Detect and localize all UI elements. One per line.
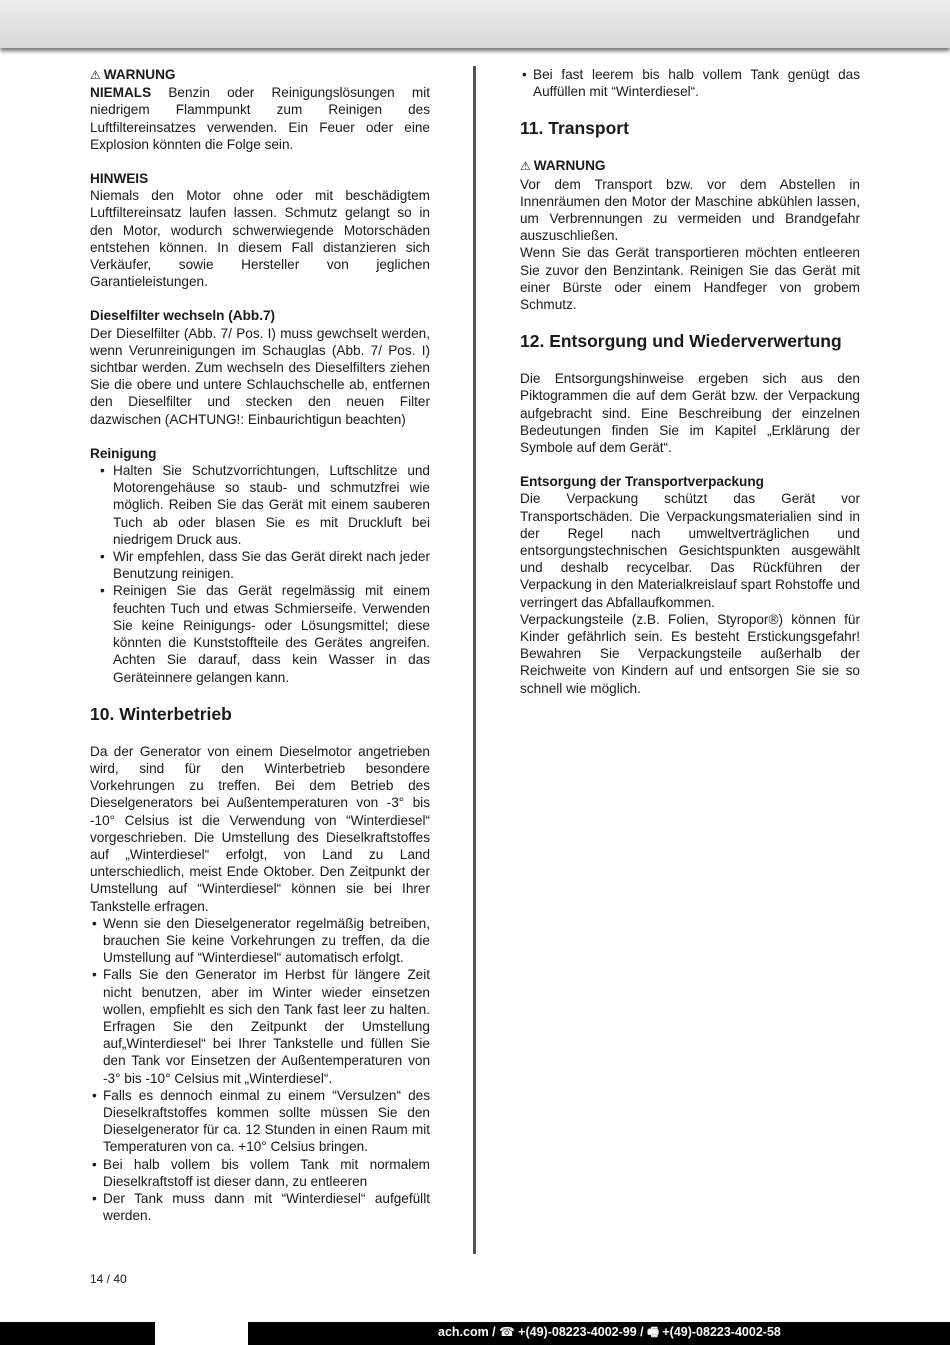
warning-title: WARNUNG: [103, 67, 176, 82]
warning-triangle-icon: ⚠: [90, 68, 101, 82]
list-item: • Wenn sie den Dieselgenerator regelmäßig betreiben, brauchen Sie keine Vorkehrungen zu treffen, da die Umstellung auf “Winterdiesel“ automatisch erfolgt.: [90, 915, 430, 967]
warning-text: Vor dem Transport bzw. vor dem Abstellen in Innenräumen den Motor der Maschine abkühlen lassen, um Verbrennungen zu vermeiden und Brandgefahr auszuschließen.: [520, 176, 860, 244]
hinweis-title: HINWEIS: [90, 171, 149, 187]
reinigung-title: Reinigung: [90, 445, 157, 461]
section-entsorgung: [520, 330, 860, 697]
section-transport: [520, 117, 860, 313]
hinweis-text: Niemals den Motor ohne oder mit beschädigtem Luftfiltereinsatz laufen lassen. Schmutz gelangt so in den Motor, wodurch schwerwiegende Motorschäden entstehen können. In diesem Fall distanzieren sich Verkäufer, sowie Hersteller von jeglichen Garantieleistungen.: [90, 188, 430, 290]
dieselfilter-block: [90, 307, 430, 427]
entsorgung-intro: Die Entsorgungshinweise ergeben sich aus den Piktogrammen die auf dem Gerät bzw. der Verpackung aufgebracht sind. Eine Beschreibung der einzelnen Bedeutungen finden Sie im Kapitel „Erklärung der Symbole auf dem Gerät“.: [520, 371, 860, 456]
list-item: • Der Tank muss dann mit “Winterdiesel“ aufgefüllt werden.: [90, 1190, 430, 1224]
list-item: • Bei halb vollem bis vollem Tank mit normalem Dieselkraftstoff ist dieser dann, zu entleeren: [90, 1156, 430, 1190]
footer-contact: ach.com / ☎ +(49)-08223-4002-99 / 🖷 +(49)-08223-4002-58: [438, 1325, 781, 1339]
winterbetrieb-list: [90, 915, 430, 1225]
footer-gap: [155, 1322, 248, 1345]
warning-text: Benzin oder Reinigungslösungen mit niedrigem Flammpunkt zum Reinigen des Luftfiltereinsatzes verwenden. Ein Feuer oder eine Explosion könnten die Folge sein.: [90, 85, 430, 152]
warning-block: [90, 66, 430, 153]
column-divider: [473, 66, 476, 1254]
dieselfilter-text: Der Dieselfilter (Abb. 7/ Pos. I) muss gewchselt werden, wenn Verunreinigungen im Schauglas (Abb. 7/ Pos. I) sichtbar werden. Zum wechseln des Dieselfilters ziehen Sie die obere und untere Schlauchschelle ab, entfernen den Dieselfilter und stecken den neuen Filter dazwischen (ACHTUNG!: Einbaurichtigun beachten): [90, 325, 430, 427]
list-item: • Halten Sie Schutzvorrichtungen, Luftschlitze und Motorengehäuse so staub- und schmutzfrei wie möglich. Reiben Sie das Gerät mit einem sauberen Tuch ab oder blasen Sie es mit Druckluft bei niedrigem Druck aus.: [90, 462, 430, 548]
section-intro: Da der Generator von einem Dieselmotor angetrieben wird, sind für den Winterbetrieb besondere Vorkehrungen zu treffen. Bei dem Betrieb des Dieselgenerators bei Außentemperaturen von -3° bis -10° Celsius ist die Verwendung von “Winterdiesel“ vorgeschrieben. Die Umstellung des Dieselkraftstoffes auf „Winterdiesel“ erfolgt, von Land zu Land unterschiedlich, meist Ende Oktober. Den Zeitpunkt der Umstellung auf “Winterdiesel“ können sie bei Ihrer Tankstelle erfragen.: [90, 743, 430, 914]
warning-triangle-icon: ⚠: [520, 159, 531, 174]
hinweis-block: [90, 170, 430, 290]
warning-lead: NIEMALS: [90, 85, 152, 101]
header-band: [0, 0, 950, 48]
subsection-title: Entsorgung der Transportverpackung: [520, 474, 764, 490]
section-title: 10. Winterbetrieb: [90, 703, 232, 724]
list-item: • Falls Sie den Generator im Herbst für längere Zeit nicht benutzen, aber im Winter wieder einsetzen wollen, empfiehlt es sich den Tank fast leer zu halten. Erfragen Sie den Zeitpunkt der Umstellung auf„Winterdiesel“ bei Ihrer Tankstelle und füllen Sie den Tank vor Einsetzen der Außentemperaturen von -3° bis -10° Celsius mit „Winterdiesel“.: [90, 966, 430, 1086]
list-item: • Bei fast leerem bis halb vollem Tank genügt das Auffüllen mit “Winterdiesel“.: [520, 66, 860, 100]
list-item: • Wir empfehlen, dass Sie das Gerät direkt nach jeder Benutzung reinigen.: [90, 548, 430, 582]
transport-text: Wenn Sie das Gerät transportieren möchten entleeren Sie zuvor den Benzintank. Reinigen Sie das Gerät mit einer Bürste oder einem Handfeger von grobem Schmutz.: [520, 245, 860, 313]
dieselfilter-title: Dieselfilter wechseln (Abb.7): [90, 308, 276, 324]
subsection-text: Die Verpackung schützt das Gerät vor Transportschäden. Die Verpackungsmaterialien sind in der Regel nach umweltverträglichen und entsorgungstechnischen Gesichtspunkten ausgewählt und deshalb recycelbar. Das Rückführen der Verpackung in den Materialkreislauf spart Rohstoffe und verringert das Abfallaufkommen.: [520, 491, 860, 610]
left-column: [90, 66, 430, 1224]
right-column: [520, 66, 860, 697]
section-title: 12. Entsorgung und Wiederverwertung: [520, 331, 842, 352]
list-item: • Falls es dennoch einmal zu einem “Versulzen“ des Dieselkraftstoffes kommen sollte müssen Sie den Dieselgenerator für ca. 12 Stunden in einen Raum mit Temperaturen von ca. +10° Celsius bringen.: [90, 1087, 430, 1156]
continuation-block: [520, 66, 860, 100]
reinigung-block: [90, 445, 430, 686]
list-item: • Reinigen Sie das Gerät regelmässig mit einem feuchten Tuch und etwas Schmierseife. Verwenden Sie keine Reinigungs- oder Lösungsmittel; diese könnten die Kunststoffteile des Gerätes angreifen. Achten Sie darauf, dass kein Wasser in das Geräteinnere gelangen kann.: [90, 582, 430, 685]
subsection-text: Verpackungsteile (z.B. Folien, Styropor®) können für Kinder gefährlich sein. Es besteht Erstickungsgefahr! Bewahren Sie Verpackungsteile außerhalb der Reichweite von Kindern auf und entsorgen Sie sie so schnell wie möglich.: [520, 611, 860, 696]
section-winterbetrieb: [90, 703, 430, 1225]
page-number: 14 / 40: [90, 1272, 127, 1286]
section-title: 11. Transport: [520, 118, 629, 139]
reinigung-list: [90, 462, 430, 686]
warning-title: WARNUNG: [533, 158, 606, 174]
